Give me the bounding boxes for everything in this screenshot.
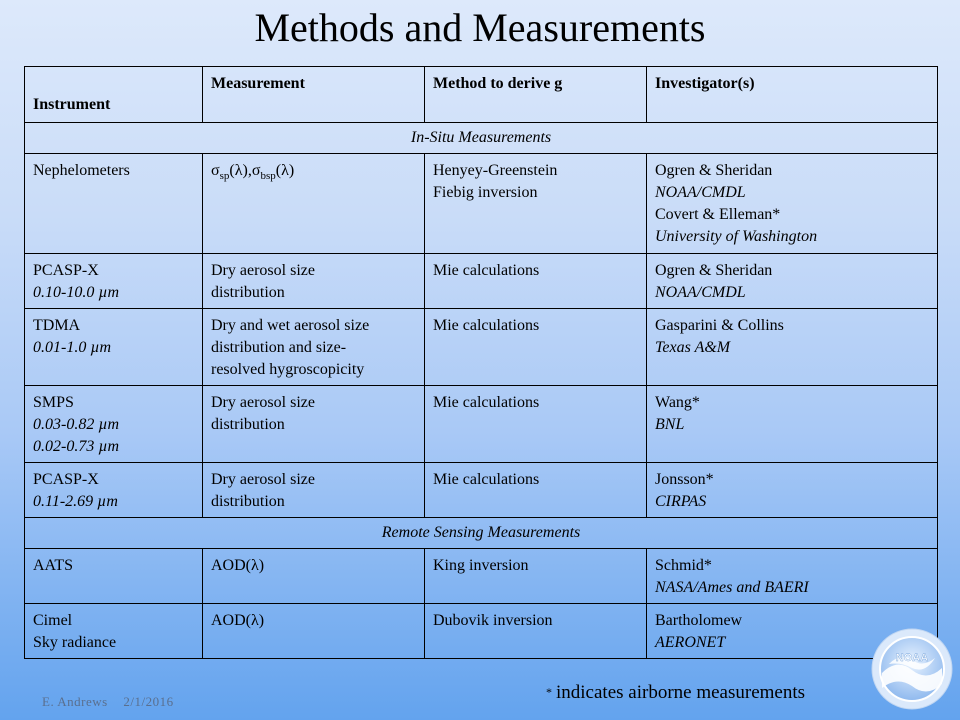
measurement-line: resolved hygroscopicity [211, 361, 365, 378]
method-cell [425, 604, 647, 659]
investigator-affiliation: NOAA/CMDL [655, 184, 746, 201]
method-line: Dubovik inversion [433, 612, 553, 629]
instrument-name: PCASP-X [33, 262, 99, 279]
footnote-star: * [546, 685, 552, 699]
investigator-cell [647, 463, 938, 518]
table-row [25, 604, 938, 659]
investigator-affiliation: NASA/Ames and BAERI [655, 579, 809, 596]
instrument-cell [25, 254, 203, 309]
investigator-cell [647, 254, 938, 309]
measurement-line: distribution [211, 493, 285, 510]
measurement-cell [203, 254, 425, 309]
investigator-affiliation: BNL [655, 416, 685, 433]
investigator-name: Ogren & Sheridan [655, 162, 773, 179]
methods-table [24, 66, 938, 659]
measurement-line: distribution [211, 416, 285, 433]
instrument-name: PCASP-X [33, 471, 99, 488]
investigator-affiliation: NOAA/CMDL [655, 284, 746, 301]
measurement-line: Dry aerosol size [211, 394, 315, 411]
section-row-remote [25, 518, 938, 549]
table-row [25, 309, 938, 386]
method-line: Mie calculations [433, 394, 540, 411]
method-cell [425, 549, 647, 604]
investigator-affiliation: University of Washington [655, 228, 818, 245]
section-label-remote: Remote Sensing Measurements [25, 518, 938, 549]
instrument-cell [25, 386, 203, 463]
instrument-cell [25, 154, 203, 254]
investigator-name: Wang* [655, 394, 700, 411]
table-row [25, 463, 938, 518]
investigator-name: Schmid* [655, 557, 712, 574]
investigator-name: Jonsson* [655, 471, 714, 488]
investigator-name: Ogren & Sheridan [655, 262, 773, 279]
investigator-name: Bartholomew [655, 612, 743, 629]
measurement-cell [203, 309, 425, 386]
slide-title: Methods and Measurements [254, 5, 706, 50]
method-cell [425, 254, 647, 309]
instrument-range: 0.11-2.69 µm [33, 493, 118, 510]
investigator-cell [647, 386, 938, 463]
method-line: King inversion [433, 557, 529, 574]
investigator-affiliation: CIRPAS [655, 493, 707, 510]
footnote [546, 682, 805, 704]
footer-author [42, 694, 186, 710]
table-row [25, 154, 938, 254]
author-name: E. Andrews [42, 694, 108, 709]
col-header-measurement: Measurement [203, 67, 425, 123]
logo-text: NOAA [895, 652, 929, 664]
table-row [25, 549, 938, 604]
measurement-line: distribution [211, 284, 285, 301]
measurement-line: Dry aerosol size [211, 471, 315, 488]
measurement-cell [203, 386, 425, 463]
instrument-name: TDMA [33, 317, 81, 334]
table-row [25, 386, 938, 463]
instrument-cell [25, 309, 203, 386]
method-cell [425, 386, 647, 463]
footer-date: 2/1/2016 [123, 694, 174, 709]
instrument-range: 0.01-1.0 µm [33, 339, 112, 356]
method-line: Fiebig inversion [433, 184, 538, 201]
instrument-name: SMPS [33, 394, 74, 411]
investigator-affiliation: AERONET [655, 634, 726, 651]
instrument-name: Cimel [33, 612, 73, 629]
col-header-investigators: Investigator(s) [647, 67, 938, 123]
method-line: Mie calculations [433, 471, 540, 488]
measurement-line: AOD(λ) [211, 557, 265, 574]
measurement-line: distribution and size- [211, 339, 347, 356]
measurement-cell [203, 604, 425, 659]
instrument-cell [25, 463, 203, 518]
investigator-cell [647, 309, 938, 386]
instrument-range: 0.02-0.73 µm [33, 438, 120, 455]
section-label-in-situ: In-Situ Measurements [25, 123, 938, 154]
instrument-subtitle: Sky radiance [33, 634, 117, 651]
col-header-method: Method to derive g [425, 67, 647, 123]
investigator-cell [647, 154, 938, 254]
neph-measurement: $\sigma_{sp}(\lambda),\sigma_{bsp}(\lambda)$ [211, 162, 295, 183]
measurement-line: Dry aerosol size [211, 262, 315, 279]
measurement-line: AOD(λ) [211, 612, 265, 629]
method-line: Mie calculations [433, 317, 540, 334]
measurement-cell [203, 154, 425, 254]
investigator-name: Covert & Elleman* [655, 206, 781, 223]
method-line: Henyey-Greenstein [433, 162, 558, 179]
measurement-line: Dry and wet aerosol size [211, 317, 370, 334]
section-row-in-situ [25, 123, 938, 154]
table-header-row [25, 67, 938, 123]
instrument-cell [25, 549, 203, 604]
instrument-name: Nephelometers [33, 162, 130, 179]
instrument-name: AATS [33, 557, 74, 574]
investigator-affiliation: Texas A&M [655, 339, 731, 356]
footnote-text: indicates airborne measurements [556, 682, 806, 703]
investigator-name: Gasparini & Collins [655, 317, 784, 334]
instrument-cell [25, 604, 203, 659]
investigator-cell [647, 549, 938, 604]
method-cell [425, 309, 647, 386]
measurement-cell [203, 549, 425, 604]
table-row [25, 254, 938, 309]
measurement-cell [203, 463, 425, 518]
method-cell [425, 154, 647, 254]
method-line: Mie calculations [433, 262, 540, 279]
col-header-instrument: Instrument [25, 67, 203, 123]
instrument-range: 0.03-0.82 µm [33, 416, 120, 433]
method-cell [425, 463, 647, 518]
instrument-range: 0.10-10.0 µm [33, 284, 120, 301]
noaa-logo-icon [871, 628, 953, 710]
